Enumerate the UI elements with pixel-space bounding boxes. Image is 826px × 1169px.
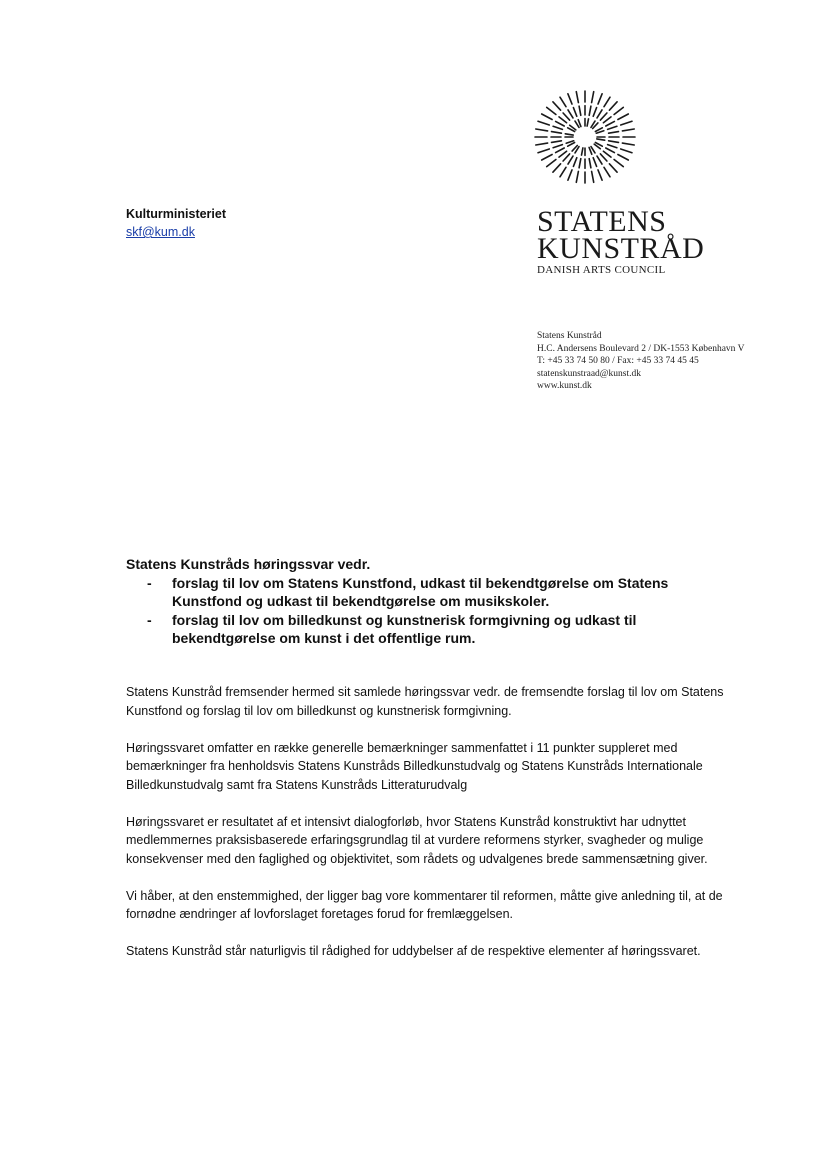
body-paragraph: Statens Kunstråd fremsender hermed sit samlede høringssvar vedr. de fremsendte forslag til lov om Statens Kunstfond og forslag til lov om billedkunst og kunstnerisk formgivning. (126, 685, 724, 718)
subject-block (126, 555, 726, 648)
sunburst-ray (608, 145, 617, 148)
sunburst-ray (582, 148, 583, 155)
sunburst-ray (552, 141, 562, 143)
sunburst-ray (552, 132, 562, 134)
subject-item (126, 611, 726, 648)
sunburst-ray (573, 108, 576, 117)
sender-name: Statens Kunstråd (537, 331, 602, 341)
sunburst-ray (568, 110, 573, 118)
sunburst-ray (559, 117, 567, 123)
sunburst-ray (618, 114, 628, 120)
sunburst-ray (609, 102, 617, 110)
recipient-email-link[interactable]: skf@kum.dk (126, 225, 195, 239)
sunburst-ray (556, 121, 565, 126)
sunburst-ray (553, 145, 562, 148)
sunburst-ray (553, 102, 561, 110)
sunburst-ray (597, 156, 602, 164)
sunburst-ray (556, 148, 565, 153)
sunburst-ray (600, 154, 607, 161)
sunburst-ray (568, 94, 572, 104)
body-paragraph: Vi håber, at den enstemmighed, der ligger bag vore kommentarer til reformen, måtte give anledning til, at de fornødne ændringer af lovforslaget foretages forud for fremlæggelsen. (126, 888, 723, 921)
subject-item (126, 574, 726, 611)
sunburst-ray (609, 164, 617, 172)
sunburst-ray (608, 126, 617, 129)
sunburst-ray (603, 117, 611, 123)
sunburst-ray (589, 159, 591, 168)
sunburst-ray (579, 159, 581, 168)
sunburst-ray (604, 167, 610, 177)
sunburst-ray (542, 155, 552, 161)
sunburst-ray (614, 160, 623, 167)
sunburst-ray (576, 171, 578, 182)
sunburst-ray (553, 164, 561, 172)
sunburst-ray (603, 151, 611, 157)
sunburst-ray (614, 107, 623, 114)
sunburst-ray (621, 149, 632, 153)
sunburst-ray (538, 149, 549, 153)
sunburst-ray (622, 129, 634, 131)
sunburst-ray (598, 94, 602, 104)
subject-item-text: forslag til lov om billedkunst og kunstnerisk formgivning og udkast til bekendtgørelse om kunst i det offentlige rum. (172, 611, 637, 646)
sunburst-ray (600, 113, 607, 120)
sunburst-ray (563, 154, 570, 161)
sunburst-ray (547, 160, 556, 167)
wordmark (537, 205, 737, 277)
dash-bullet: - (147, 611, 152, 628)
sunburst-ray (538, 121, 549, 125)
subject-item-text: forslag til lov om Statens Kunstfond, udkast til bekendtgørelse om Statens Kunstfond og udkast til bekendtgørelse om musikskoler. (172, 574, 669, 609)
sunburst-ray (604, 97, 610, 107)
sunburst-ray (560, 97, 566, 107)
sender-street: H.C. Andersens Boulevard 2 / DK-1553 København V (537, 343, 745, 354)
sunburst-ray (593, 158, 596, 167)
sender-website: www.kunst.dk (537, 381, 592, 391)
sunburst-ray (547, 107, 556, 114)
sunburst-ray (592, 171, 594, 182)
body-paragraph: Statens Kunstråd står naturligvis til rådighed for uddybelser af de respektive elementer af høringssvaret. (126, 944, 701, 958)
wordmark-line1: STATENS (537, 205, 667, 238)
sunburst-ray (576, 92, 578, 103)
sunburst-ray (553, 126, 562, 129)
sunburst-ray (542, 114, 552, 120)
sender-address (537, 330, 817, 393)
subject-title: Statens Kunstråds høringssvar vedr. (126, 556, 371, 572)
sunburst-ray (573, 158, 576, 167)
sunburst-ray (622, 143, 634, 145)
sender-phone-fax: T: +45 33 74 50 80 / Fax: +45 33 74 45 45 (537, 356, 699, 366)
sunburst-ray (618, 155, 628, 161)
sunburst-ray (597, 110, 602, 118)
sunburst-ray (560, 167, 566, 177)
sunburst-ray (621, 121, 632, 125)
sunburst-ray (536, 143, 548, 145)
sunburst-ray (606, 121, 615, 126)
recipient-block (126, 205, 226, 241)
sunburst-ray (606, 148, 615, 153)
body-paragraph: Høringssvaret omfatter en række generelle bemærkninger sammenfattet i 11 punkter suppleret med bemærkninger fra henholdsvis Statens Kunstråds Billedkunstudvalg og Statens Kunstråds Internationale Billedkunstudvalg samt fra Statens Kunstråds Litteraturudvalg (126, 740, 703, 792)
sunburst-ray (565, 134, 573, 135)
sunburst-ray (568, 156, 573, 164)
sunburst-ray (609, 132, 619, 134)
sunburst-ray (609, 141, 619, 143)
dash-bullet: - (147, 574, 152, 591)
sunburst-ray (597, 139, 605, 140)
sender-email: statenskunstraad@kunst.dk (537, 368, 641, 379)
sunburst-ray (598, 170, 602, 180)
wordmark-subtitle: DANISH ARTS COUNCIL (537, 264, 666, 276)
wordmark-line2: KUNSTRÅD (537, 232, 705, 265)
sunburst-ray (568, 170, 572, 180)
sunburst-ray (579, 106, 581, 115)
sunburst-ray (563, 113, 570, 120)
sunburst-logo-icon (525, 82, 645, 192)
letter-body (126, 683, 726, 979)
sunburst-ray (593, 108, 596, 117)
sunburst-ray (592, 92, 594, 103)
sunburst-ray (559, 151, 567, 157)
sunburst-ray (536, 129, 548, 131)
subject-list (126, 574, 726, 648)
sunburst-ray (587, 119, 588, 126)
recipient-name: Kulturministeriet (126, 207, 227, 221)
sunburst-ray (589, 106, 591, 115)
body-paragraph: Høringssvaret er resultatet af et intensivt dialogforløb, hvor Statens Kunstråd konstruktivt har udnyttet medlemmernes praksisbaserede erfaringsgrundlag til at vurdere reformens styrker, svagheder og mulige konsekvenser med den faglighed og objektivitet, som rådets og udvalgenes brede sammensætning giver. (126, 814, 708, 866)
